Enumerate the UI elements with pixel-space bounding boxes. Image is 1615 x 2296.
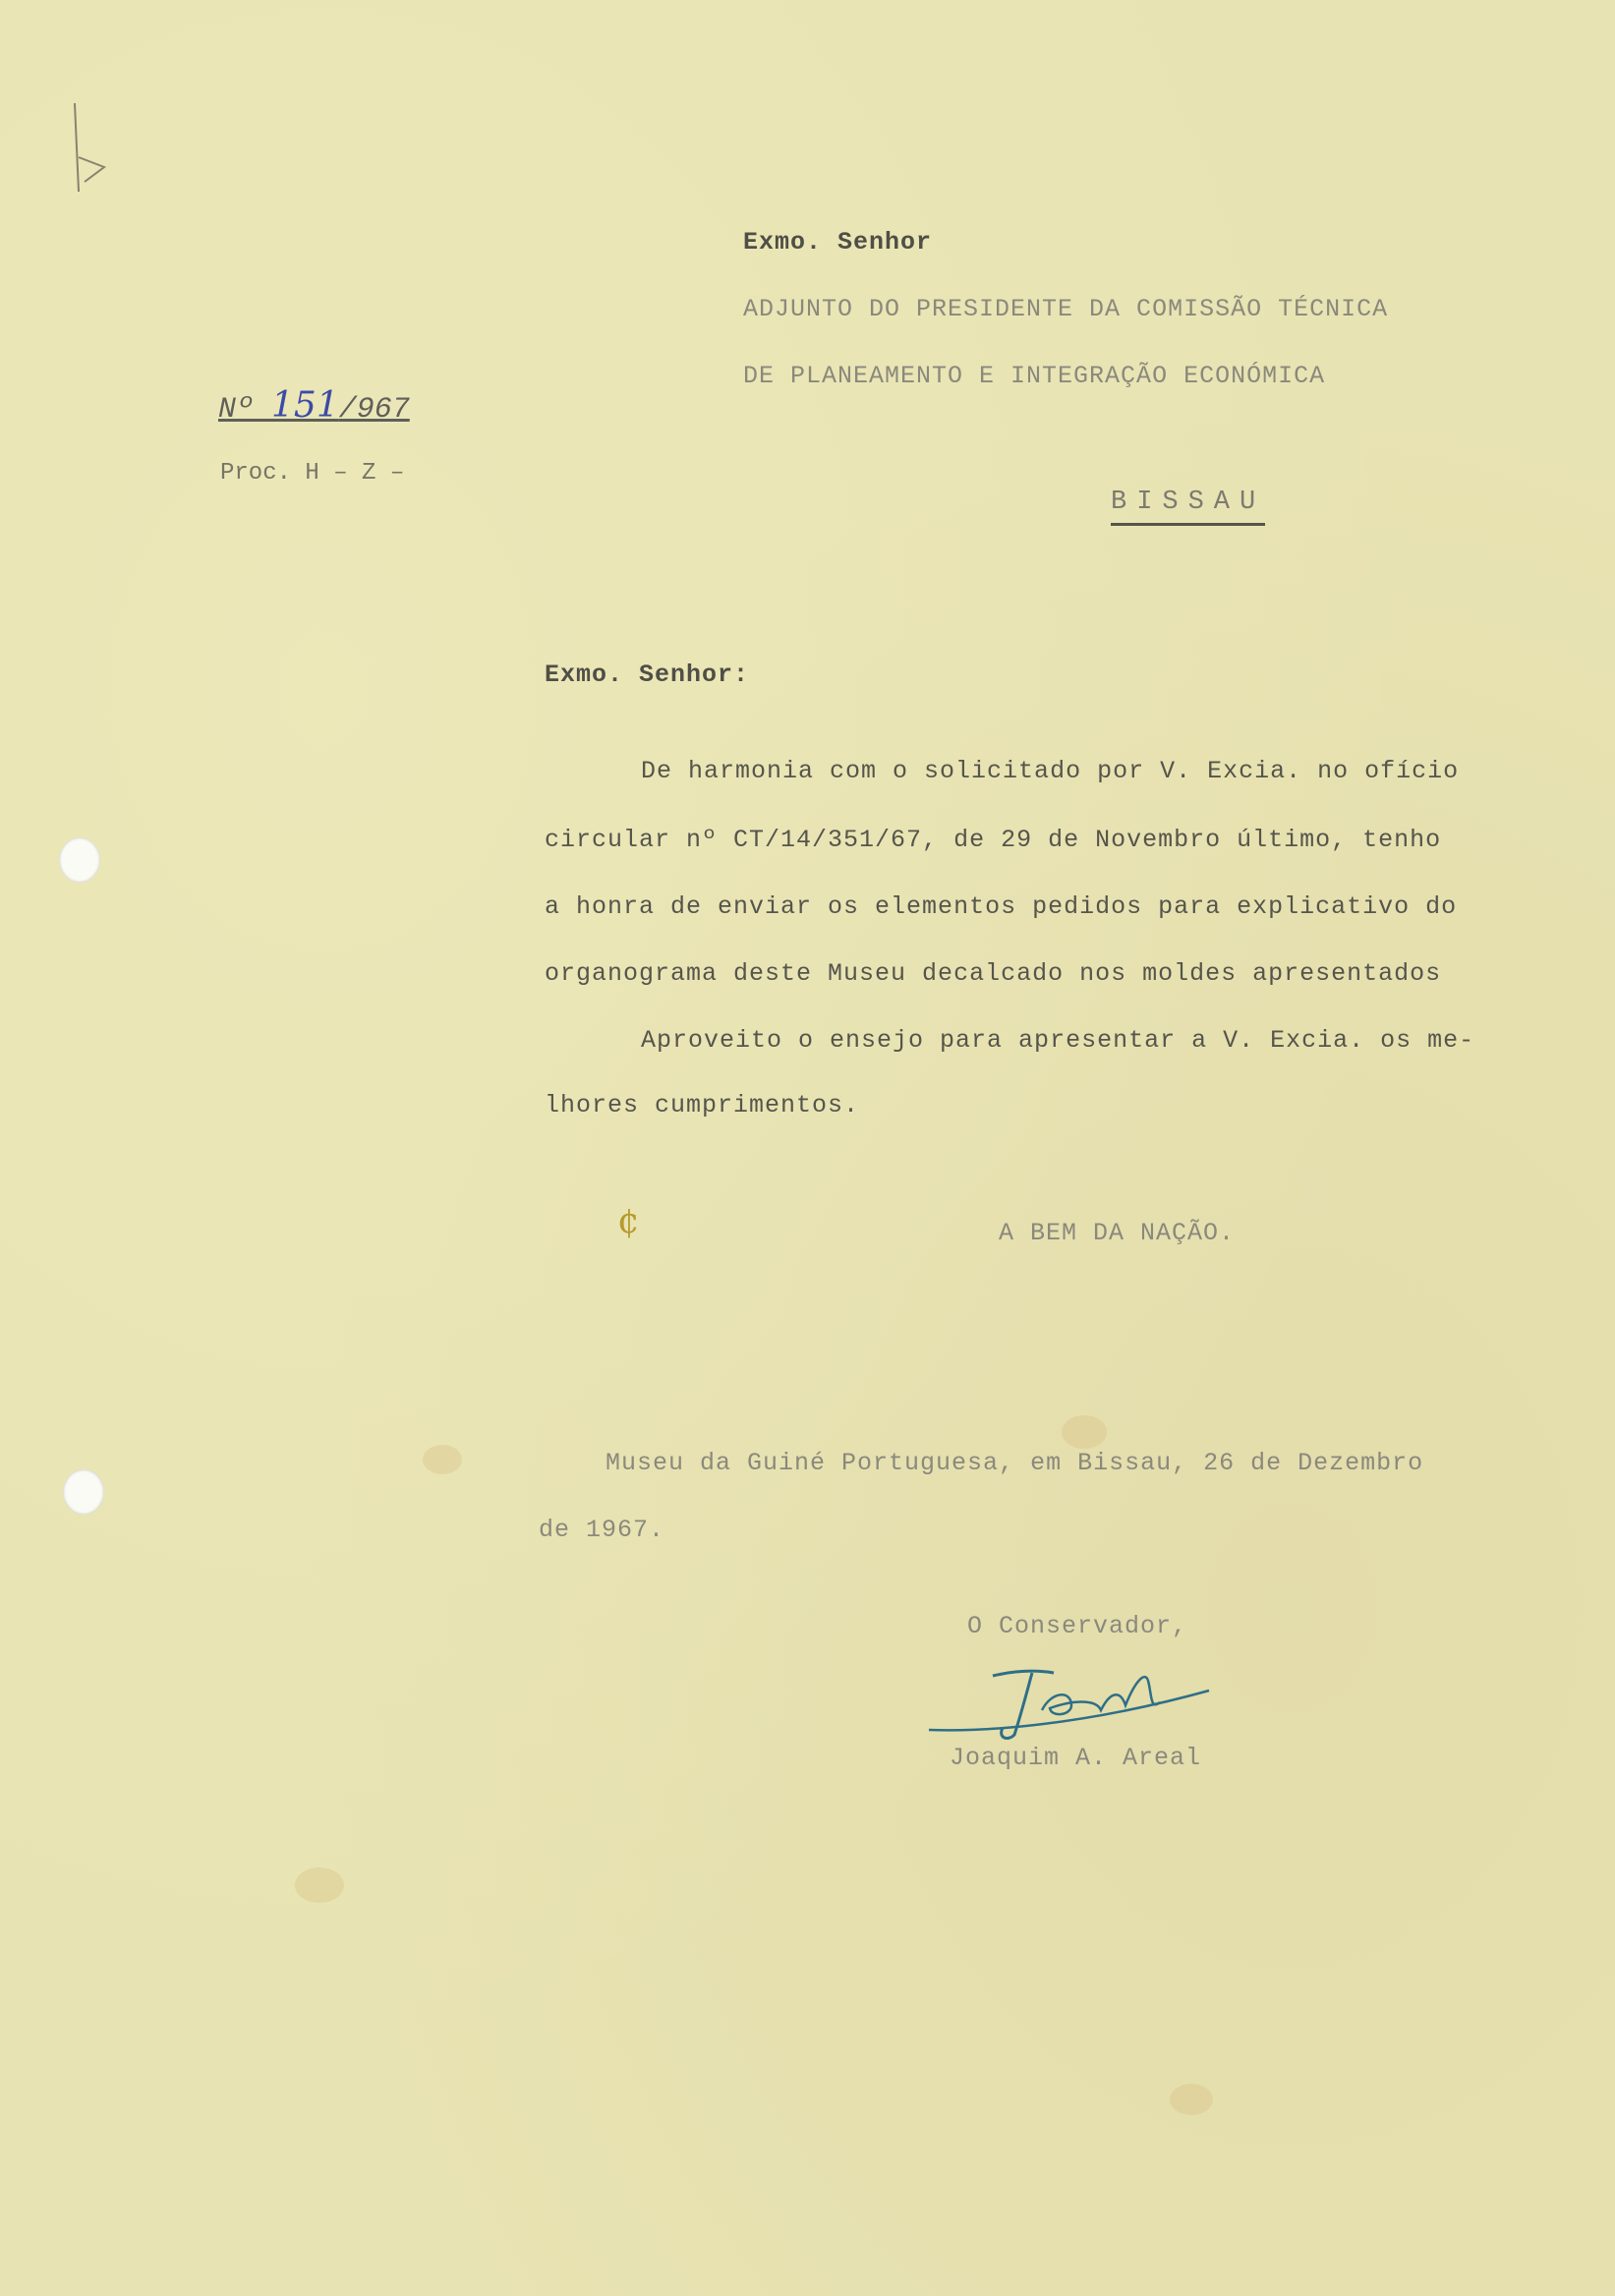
punch-hole-top — [59, 837, 100, 883]
address-salutation: Exmo. Senhor — [743, 228, 933, 257]
reference-prefix: Nº — [218, 393, 272, 427]
body-line-3: a honra de enviar os elementos pedidos para explicativo do — [545, 892, 1458, 921]
body-line-6: lhores cumprimentos. — [545, 1091, 860, 1119]
reference-number-handwritten: 151 — [271, 385, 339, 426]
process-reference: Proc. H – Z – — [220, 460, 405, 487]
pencil-tick-mark — [65, 98, 124, 197]
punch-hole-bottom — [63, 1469, 104, 1515]
paper-stain — [1062, 1415, 1107, 1449]
signatory-title: O Conservador, — [967, 1612, 1188, 1640]
paper-stain — [1170, 2084, 1213, 2115]
place-date-line-2: de 1967. — [539, 1516, 665, 1544]
paper-stain — [423, 1445, 462, 1474]
closing-formula: A BEM DA NAÇÃO. — [999, 1219, 1236, 1247]
place-date-line-1: Museu da Guiné Portuguesa, em Bissau, 26 de Dezembro — [606, 1449, 1424, 1477]
reference-number — [218, 385, 410, 427]
handwritten-mark: ¢ — [617, 1201, 640, 1241]
body-line-5: Aproveito o ensejo para apresentar a V. Excia. os me- — [641, 1026, 1475, 1055]
recipient-line-1: ADJUNTO DO PRESIDENTE DA COMISSÃO TÉCNICA — [743, 295, 1389, 323]
signatory-name: Joaquim A. Areal — [950, 1744, 1202, 1772]
body-line-1: De harmonia com o solicitado por V. Excia. no ofício — [641, 757, 1460, 785]
recipient-line-2: DE PLANEAMENTO E INTEGRAÇÃO ECONÓMICA — [743, 362, 1326, 390]
paper-stain — [295, 1867, 344, 1903]
letter-salutation: Exmo. Senhor: — [545, 660, 750, 689]
city-heading: BISSAU — [1111, 488, 1265, 526]
reference-year: /967 — [338, 393, 410, 427]
body-line-2: circular nº CT/14/351/67, de 29 de Novembro último, tenho — [545, 826, 1442, 854]
body-line-4: organograma deste Museu decalcado nos moldes apresentados — [545, 959, 1442, 988]
